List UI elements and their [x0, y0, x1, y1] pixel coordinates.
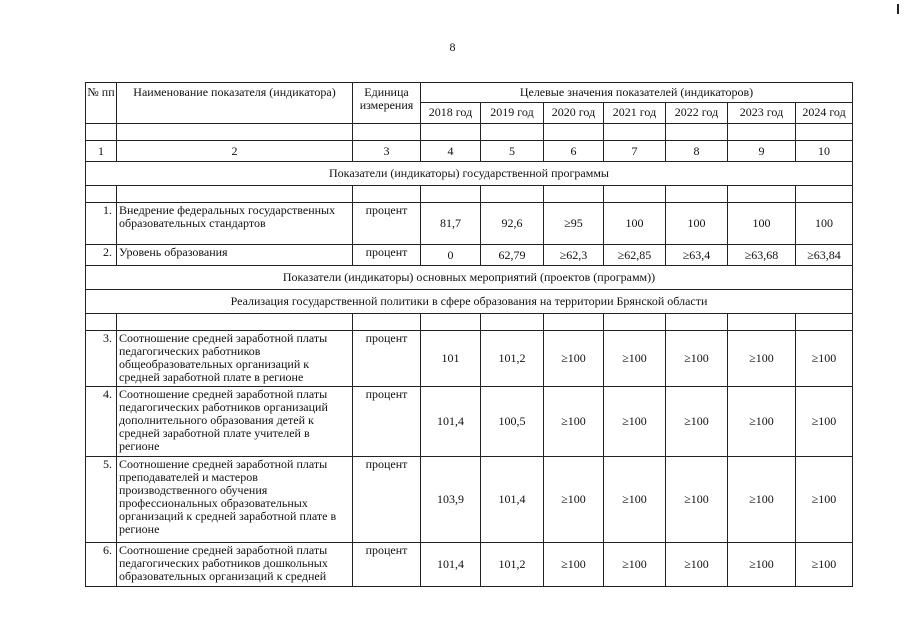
value-2018: 103,9 [421, 457, 481, 543]
column-number: 1 [86, 141, 117, 162]
value-2020: ≥100 [544, 543, 604, 587]
indicator-name: Уровень образования [117, 245, 353, 266]
table-row [86, 543, 853, 587]
value-2022: 100 [666, 203, 728, 245]
value-2023: ≥100 [728, 457, 796, 543]
value-2022: ≥100 [666, 331, 728, 387]
header-year: 2021 год [604, 103, 666, 124]
section-row [86, 162, 853, 186]
header-col-number: № пп [86, 83, 117, 124]
section-title-state-program: Показатели (индикаторы) государственной программы [86, 162, 853, 186]
indicator-name: Внедрение федеральных государственных образовательных стандартов [117, 203, 353, 245]
value-2022: ≥100 [666, 543, 728, 587]
section-title-main-activities: Показатели (индикаторы) основных мероприятий (проектов (программ)) [86, 266, 853, 290]
column-number: 7 [604, 141, 666, 162]
table-row [86, 331, 853, 387]
value-2021: ≥62,85 [604, 245, 666, 266]
column-number: 9 [728, 141, 796, 162]
unit: процент [353, 543, 421, 587]
header-year: 2024 год [796, 103, 853, 124]
table-row [86, 245, 853, 266]
value-2020: ≥100 [544, 387, 604, 457]
row-number: 3. [86, 331, 117, 387]
value-2023: 100 [728, 203, 796, 245]
value-2024: ≥100 [796, 457, 853, 543]
row-number: 4. [86, 387, 117, 457]
value-2024: ≥100 [796, 387, 853, 457]
row-number: 6. [86, 543, 117, 587]
header-col-targets: Целевые значения показателей (индикаторов) [421, 83, 853, 103]
table-row [86, 387, 853, 457]
header-spacer-row [86, 124, 853, 141]
indicator-name: Соотношение средней заработной платы педагогических работников дошкольных образовательных организаций к средней [117, 543, 353, 587]
value-2022: ≥63,4 [666, 245, 728, 266]
header-year: 2023 год [728, 103, 796, 124]
column-number: 2 [117, 141, 353, 162]
column-number: 3 [353, 141, 421, 162]
unit: процент [353, 457, 421, 543]
value-2020: ≥100 [544, 331, 604, 387]
value-2018: 101 [421, 331, 481, 387]
value-2020: ≥100 [544, 457, 604, 543]
row-number: 1. [86, 203, 117, 245]
column-numbers-row [86, 141, 853, 162]
value-2019: 101,4 [481, 457, 544, 543]
value-2021: 100 [604, 203, 666, 245]
value-2024: ≥63,84 [796, 245, 853, 266]
column-number: 4 [421, 141, 481, 162]
value-2024: ≥100 [796, 543, 853, 587]
column-number: 8 [666, 141, 728, 162]
table-row [86, 457, 853, 543]
indicator-name: Соотношение средней заработной платы педагогических работников организаций дополнительного образования детей к средней заработной плате учителей в регионе [117, 387, 353, 457]
value-2018: 101,4 [421, 387, 481, 457]
section-row [86, 290, 853, 314]
unit: процент [353, 203, 421, 245]
value-2022: ≥100 [666, 387, 728, 457]
value-2021: ≥100 [604, 331, 666, 387]
column-number: 6 [544, 141, 604, 162]
value-2020: ≥95 [544, 203, 604, 245]
row-number: 5. [86, 457, 117, 543]
header-year: 2019 год [481, 103, 544, 124]
section-title-policy: Реализация государственной политики в сфере образования на территории Брянской области [86, 290, 853, 314]
value-2020: ≥62,3 [544, 245, 604, 266]
page-edge-mark [897, 4, 899, 14]
value-2018: 81,7 [421, 203, 481, 245]
header-year: 2018 год [421, 103, 481, 124]
value-2019: 100,5 [481, 387, 544, 457]
value-2023: ≥100 [728, 543, 796, 587]
value-2018: 0 [421, 245, 481, 266]
value-2023: ≥100 [728, 387, 796, 457]
value-2023: ≥100 [728, 331, 796, 387]
indicator-name: Соотношение средней заработной платы педагогических работников общеобразовательных организаций к средней заработной плате в регионе [117, 331, 353, 387]
unit: процент [353, 387, 421, 457]
page-number: 8 [449, 40, 456, 54]
row-number: 2. [86, 245, 117, 266]
value-2024: ≥100 [796, 331, 853, 387]
column-number: 5 [481, 141, 544, 162]
section-spacer-row [86, 186, 853, 203]
section-row [86, 266, 853, 290]
unit: процент [353, 245, 421, 266]
header-col-name: Наименование показателя (индикатора) [117, 83, 353, 124]
value-2019: 92,6 [481, 203, 544, 245]
value-2024: 100 [796, 203, 853, 245]
indicators-table [85, 82, 853, 587]
column-number: 10 [796, 141, 853, 162]
header-year: 2020 год [544, 103, 604, 124]
unit: процент [353, 331, 421, 387]
indicator-name: Соотношение средней заработной платы преподавателей и мастеров производственного обучения профессиональных образовательных организаций к средней заработной плате в регионе [117, 457, 353, 543]
value-2021: ≥100 [604, 387, 666, 457]
table-row [86, 203, 853, 245]
value-2021: ≥100 [604, 543, 666, 587]
value-2018: 101,4 [421, 543, 481, 587]
value-2019: 101,2 [481, 543, 544, 587]
value-2021: ≥100 [604, 457, 666, 543]
section-spacer-row [86, 314, 853, 331]
value-2019: 62,79 [481, 245, 544, 266]
header-col-unit: Единица измерения [353, 83, 421, 124]
value-2019: 101,2 [481, 331, 544, 387]
header-year: 2022 год [666, 103, 728, 124]
value-2022: ≥100 [666, 457, 728, 543]
value-2023: ≥63,68 [728, 245, 796, 266]
